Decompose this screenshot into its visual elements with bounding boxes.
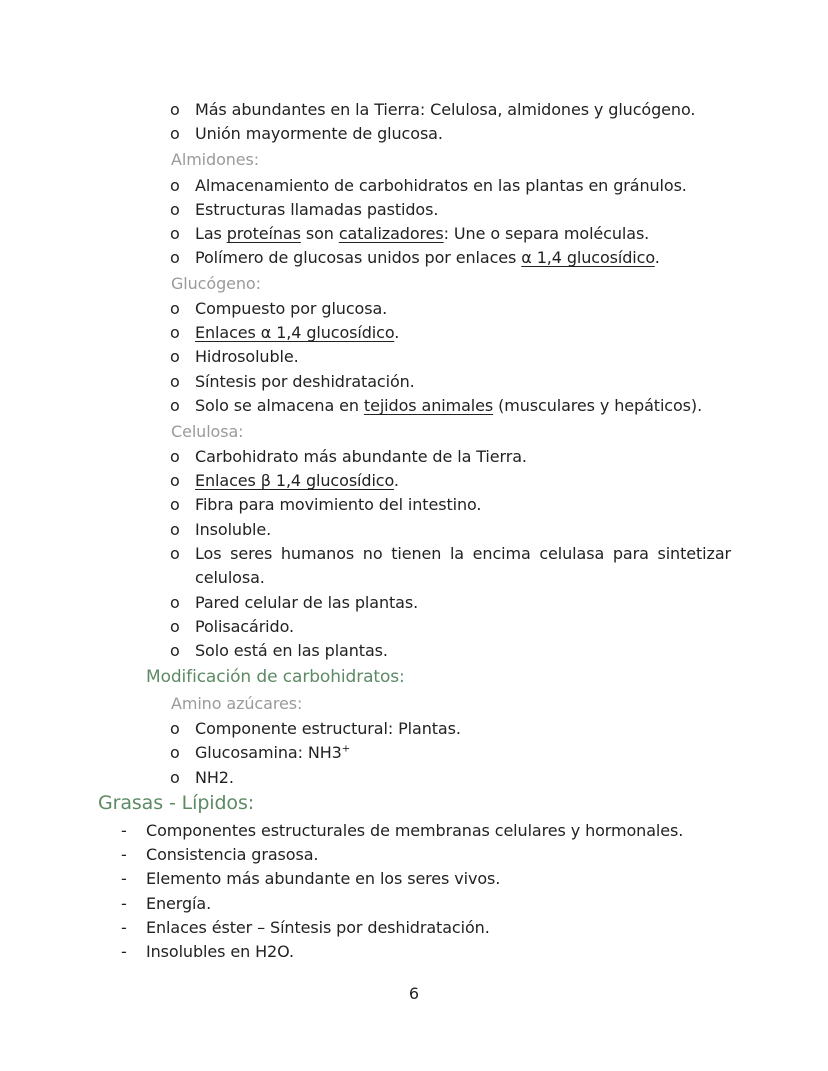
list-item: Insolubles en H2O. [146,942,294,961]
list-item: Insoluble. [195,520,272,539]
dash-bullet: - [121,918,127,937]
list-item: Más abundantes en la Tierra: Celulosa, almidones y glucógeno. [195,100,696,119]
heading-grasas-lipidos: Grasas - Lípidos: [98,792,255,814]
list-bullet: o [170,396,180,415]
list-item: Carbohidrato más abundante de la Tierra. [195,447,527,466]
list-bullet: o [170,617,180,636]
list-bullet: o [170,200,180,219]
subheading-celulosa: Celulosa: [171,422,244,441]
subheading-glucogeno: Glucógeno: [171,274,261,293]
list-item-continuation: celulosa. [195,568,265,587]
text-run: . [394,323,400,342]
list-item [195,322,399,344]
list-bullet: o [170,495,180,514]
list-item [195,470,399,492]
list-bullet: o [170,323,180,342]
list-bullet: o [170,176,180,195]
dash-bullet: - [121,942,127,961]
list-item: Síntesis por deshidratación. [195,372,415,391]
text-run: Glucosamina: NH3 [195,743,342,762]
superscript: + [341,743,351,755]
list-item: NH2. [195,768,234,787]
list-bullet: o [170,719,180,738]
list-bullet: o [170,544,180,563]
list-item [195,395,702,417]
text-run: : Une o separa moléculas. [443,224,650,243]
text-run: Las [195,224,227,243]
underlined-term: α 1,4 glucosídico [521,248,655,267]
list-item [195,223,649,245]
list-item: Solo está en las plantas. [195,641,388,660]
list-item: Energía. [146,894,212,913]
list-item: Enlaces éster – Síntesis por deshidratación. [146,918,490,937]
list-item: Los seres humanos no tienen la encima celulasa para sintetizar [195,544,731,563]
list-bullet: o [170,593,180,612]
list-item: Unión mayormente de glucosa. [195,124,443,143]
text-run: son [300,224,339,243]
list-bullet: o [170,299,180,318]
list-item: Almacenamiento de carbohidratos en las plantas en gránulos. [195,176,687,195]
list-item: Consistencia grasosa. [146,845,319,864]
list-bullet: o [170,520,180,539]
page-number: 6 [408,984,420,1003]
underlined-term: catalizadores [338,224,444,243]
dash-bullet: - [121,821,127,840]
list-bullet: o [170,347,180,366]
underlined-term: tejidos animales [363,396,494,415]
subheading-amino: Amino azúcares: [171,694,303,713]
text-run: . [654,248,660,267]
list-item: Elemento más abundante en los seres vivos. [146,869,501,888]
section-heading-modificacion: Modificación de carbohidratos: [146,667,405,687]
list-bullet: o [170,248,180,267]
list-bullet: o [170,224,180,243]
underlined-term: Enlaces α 1,4 glucosídico [195,323,395,342]
list-item [195,247,660,269]
dash-bullet: - [121,869,127,888]
list-item: Polisacárido. [195,617,294,636]
underlined-term: Enlaces β 1,4 glucosídico [195,471,394,490]
list-bullet: o [170,372,180,391]
text-run: . [393,471,399,490]
list-bullet: o [170,743,180,762]
list-bullet: o [170,100,180,119]
list-item: Hidrosoluble. [195,347,299,366]
text-run: Solo se almacena en [195,396,364,415]
list-bullet: o [170,471,180,490]
list-item [195,742,350,764]
list-item: Estructuras llamadas pastidos. [195,200,439,219]
list-item: Pared celular de las plantas. [195,593,419,612]
dash-bullet: - [121,894,127,913]
list-bullet: o [170,768,180,787]
dash-bullet: - [121,845,127,864]
list-bullet: o [170,447,180,466]
list-item: Fibra para movimiento del intestino. [195,495,482,514]
subheading-almidones: Almidones: [171,150,260,169]
underlined-term: proteínas [226,224,301,243]
list-item: Componente estructural: Plantas. [195,719,461,738]
list-bullet: o [170,124,180,143]
list-item: Compuesto por glucosa. [195,299,388,318]
text-run: (musculares y hepáticos). [493,396,703,415]
list-bullet: o [170,641,180,660]
text-run: Polímero de glucosas unidos por enlaces [195,248,522,267]
list-item: Componentes estructurales de membranas celulares y hormonales. [146,821,684,840]
